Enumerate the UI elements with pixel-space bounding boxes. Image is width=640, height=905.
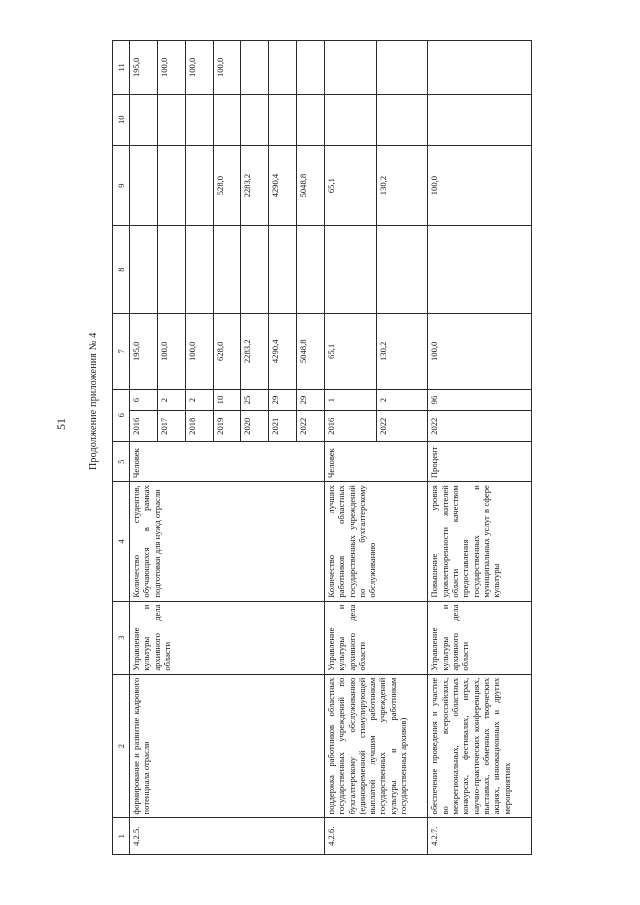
target-value-cell: 29 xyxy=(297,389,325,411)
col10-cell xyxy=(324,94,376,145)
col8-cell xyxy=(157,226,185,314)
program-table xyxy=(112,40,532,855)
col9-cell: 5048,8 xyxy=(297,145,325,225)
target-value-cell: 25 xyxy=(241,389,269,411)
col11-cell: 100,0 xyxy=(157,41,185,95)
year-cell: 2017 xyxy=(157,411,185,441)
col-header-10: 10 xyxy=(113,94,130,145)
target-value-cell: 1 xyxy=(324,389,376,411)
table-row xyxy=(428,41,532,855)
page-number: 51 xyxy=(54,418,68,430)
total-funding-cell: 100,0 xyxy=(157,314,185,390)
col11-cell xyxy=(376,41,428,95)
target-value-cell: 10 xyxy=(213,389,241,411)
year-cell: 2016 xyxy=(324,411,376,441)
year-cell: 2022 xyxy=(297,411,325,441)
program-table-container xyxy=(112,40,532,855)
year-cell: 2018 xyxy=(185,411,213,441)
col11-cell xyxy=(297,41,325,95)
col11-cell: 100,0 xyxy=(185,41,213,95)
col9-cell: 528,0 xyxy=(213,145,241,225)
executor-cell: Управление культуры и архивного дела области xyxy=(428,601,532,674)
col11-cell: 100,0 xyxy=(213,41,241,95)
item-number-cell: 4.2.5. xyxy=(130,818,325,855)
total-funding-cell: 2283,2 xyxy=(241,314,269,390)
col-header-8: 8 xyxy=(113,226,130,314)
col9-cell: 2283,2 xyxy=(241,145,269,225)
col-header-11: 11 xyxy=(113,41,130,95)
col9-cell: 100,0 xyxy=(428,145,532,225)
col10-cell xyxy=(157,94,185,145)
year-cell: 2020 xyxy=(241,411,269,441)
unit-cell: Человек xyxy=(130,441,325,481)
target-value-cell: 6 xyxy=(130,389,158,411)
appendix-header: Продолжение приложения № 4 xyxy=(88,332,99,470)
table-row xyxy=(130,41,158,855)
col10-cell xyxy=(269,94,297,145)
col9-cell xyxy=(130,145,158,225)
item-number-cell: 4.2.7. xyxy=(428,818,532,855)
col8-cell xyxy=(269,226,297,314)
col8-cell xyxy=(185,226,213,314)
col11-cell xyxy=(269,41,297,95)
col10-cell xyxy=(130,94,158,145)
target-value-cell: 96 xyxy=(428,389,532,411)
total-funding-cell: 5048,8 xyxy=(297,314,325,390)
table-row xyxy=(324,41,376,855)
col10-cell xyxy=(185,94,213,145)
col8-cell xyxy=(241,226,269,314)
total-funding-cell: 100,0 xyxy=(185,314,213,390)
indicator-cell: Количество студентов, обучающихся в рамках подготовки для нужд отрасли xyxy=(130,482,325,601)
col9-cell xyxy=(157,145,185,225)
executor-cell: Управление культуры и архивного дела области xyxy=(324,601,428,674)
target-value-cell: 2 xyxy=(376,389,428,411)
year-cell: 2021 xyxy=(269,411,297,441)
col9-cell: 4290,4 xyxy=(269,145,297,225)
total-funding-cell: 100,0 xyxy=(428,314,532,390)
col8-cell xyxy=(428,226,532,314)
col11-cell xyxy=(324,41,376,95)
total-funding-cell: 195,0 xyxy=(130,314,158,390)
target-value-cell: 2 xyxy=(157,389,185,411)
year-cell: 2019 xyxy=(213,411,241,441)
total-funding-cell: 130,2 xyxy=(376,314,428,390)
target-value-cell: 2 xyxy=(185,389,213,411)
col8-cell xyxy=(376,226,428,314)
col10-cell xyxy=(213,94,241,145)
year-cell: 2022 xyxy=(376,411,428,441)
event-name-cell: поддержка работников областных государственных учреждений по бухгалтерскому обслуживанию (единовременной стимулирующей выплатой лучшим работникам государственных учреждений культуры и работникам государственных архивов) xyxy=(324,674,428,818)
indicator-cell: Повышение уровня удовлетворенности жителей области качеством предоставления государственных и муниципальных услуг в сфере культуры xyxy=(428,482,532,601)
col-header-2: 2 xyxy=(113,674,130,818)
total-funding-cell: 628,0 xyxy=(213,314,241,390)
col8-cell xyxy=(297,226,325,314)
unit-cell: Человек xyxy=(324,441,428,481)
item-number-cell: 4.2.6. xyxy=(324,818,428,855)
target-value-cell: 29 xyxy=(269,389,297,411)
col-header-6: 6 xyxy=(113,389,130,441)
total-funding-cell: 4290,4 xyxy=(269,314,297,390)
total-funding-cell: 65,1 xyxy=(324,314,376,390)
col-header-9: 9 xyxy=(113,145,130,225)
executor-cell: Управление культуры и архивного дела области xyxy=(130,601,325,674)
col-header-4: 4 xyxy=(113,482,130,601)
col10-cell xyxy=(241,94,269,145)
table-body xyxy=(130,41,532,855)
col-header-5: 5 xyxy=(113,441,130,481)
col11-cell: 195,0 xyxy=(130,41,158,95)
indicator-cell: Количество лучших работников областных государственных учреждений по бухгалтерскому обслуживанию xyxy=(324,482,428,601)
column-number-row xyxy=(113,41,130,855)
col8-cell xyxy=(213,226,241,314)
unit-cell: Процент xyxy=(428,441,532,481)
col10-cell xyxy=(428,94,532,145)
col11-cell xyxy=(428,41,532,95)
year-cell: 2016 xyxy=(130,411,158,441)
col-header-7: 7 xyxy=(113,314,130,390)
event-name-cell: формирование и развитие кадрового потенциала отрасли xyxy=(130,674,325,818)
col11-cell xyxy=(241,41,269,95)
col9-cell: 65,1 xyxy=(324,145,376,225)
col-header-3: 3 xyxy=(113,601,130,674)
col8-cell xyxy=(324,226,376,314)
col9-cell: 130,2 xyxy=(376,145,428,225)
year-cell: 2022 xyxy=(428,411,532,441)
col-header-1: 1 xyxy=(113,818,130,855)
col10-cell xyxy=(297,94,325,145)
col9-cell xyxy=(185,145,213,225)
col8-cell xyxy=(130,226,158,314)
event-name-cell: обеспечение проведения и участие во всероссийских, межрегиональных, областных конкурсах, фестивалях, играх, научно-практических конференциях, выставках, обменных творческих акциях, инновационных и других мероприятиях xyxy=(428,674,532,818)
col10-cell xyxy=(376,94,428,145)
